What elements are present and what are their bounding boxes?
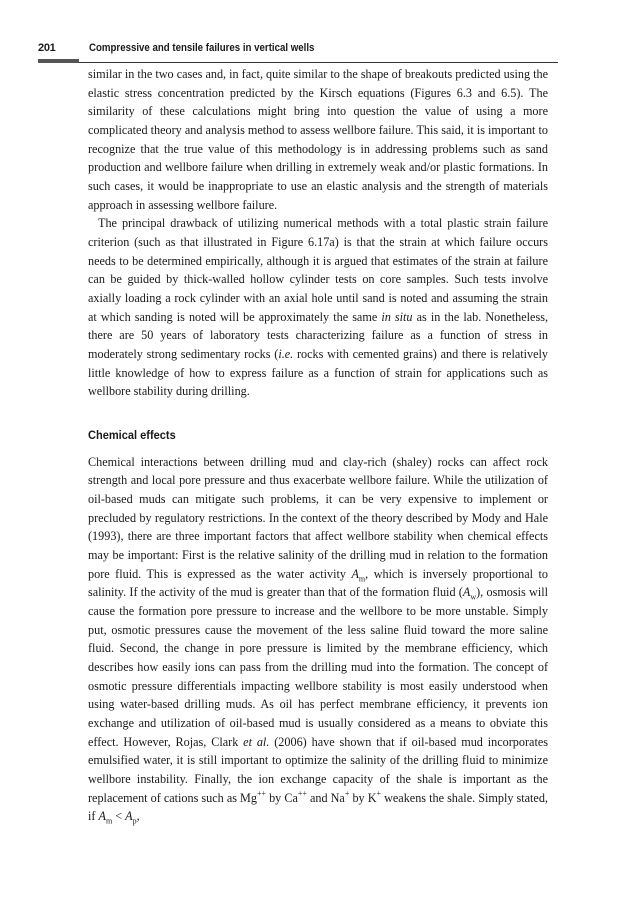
p3-text-3: ), osmosis will cause the formation pore pressure to increase and the wellbore to be more unstable. Simply put, osmotic pressures cause the movement of the less saline fluid toward the more saline fluid. Second, the change in pore pressure is limited by the membrane efficiency, which describes how easily ions can pass from the drilling mud into the formation. The concept of osmotic pressure differentials impacting wellbore stability is most easily understood when using water-based drilling muds. As oil has perfect membrane efficiency, it prevents ion exchange and utilization of oil-based mud is usually considered as a means to obviate this effect. However, Rojas, Clark — [88, 585, 548, 749]
symbol-am-sub: m — [358, 574, 366, 584]
p2-text-1: The principal drawback of utilizing numerical methods with a total plastic strain failure criterion (such as that illustrated in Figure 6.17a) is that the strain at which failure occurs needs to be determined empirically, although it is argued that estimates of the strain at failure can be guided by thick-walled hollow cylinder tests on core samples. Such tests involve axially loading a rock cylinder with an axial hole until sand is noted and assuming the strain at which sanding is noted will be approximately the same — [88, 216, 548, 324]
mg-charge: ++ — [256, 788, 267, 798]
p3-text-5: by Ca — [266, 790, 298, 805]
less-than: < — [112, 809, 126, 824]
p3-text-8: weakens the shale. Simply stated, if — [88, 790, 548, 824]
body-text — [88, 65, 548, 826]
section-heading: Chemical effects — [88, 427, 176, 442]
running-title: Compressive and tensile failures in vertical wells — [89, 42, 315, 54]
page-number: 201 — [38, 42, 56, 54]
symbol-am: A — [351, 566, 359, 581]
na-charge: + — [344, 788, 350, 798]
symbol-am-2: A — [98, 809, 106, 824]
p3-text-4: (2006) have shown that if oil-based mud incorporates emulsified water, it is still important to optimize the salinity of the drilling fluid to minimize wellbore instability. Finally, the ion exchange capacity of the shale is important as the replacement of cations such as Mg — [88, 734, 548, 805]
symbol-aw: A — [462, 585, 471, 600]
p3-text-2: , which is inversely proportional to salinity. If the activity of the mud is greater than that of the formation fluid ( — [88, 566, 548, 600]
paragraph-2 — [88, 214, 548, 401]
p3-text-1: Chemical interactions between drilling mud and clay-rich (shaley) rocks can affect rock strength and local pore pressure and thus exacerbate wellbore failure. While the utilization of oil-based muds can mitigate such problems, it can be very expensive to implement or precluded by regulatory restrictions. In the context of the theory described by Mody and Hale (1993), there are three important factors that affect wellbore stability when chemical effects may be important: First is the relative salinity of the drilling mud in relation to the formation pore fluid. This is expressed as the water activity — [88, 454, 548, 581]
p3-text-9: , — [136, 809, 140, 824]
symbol-aw-sub: w — [470, 592, 477, 602]
k-charge: + — [376, 788, 382, 798]
p2-text-3: rocks with cemented grains) and there is relatively little knowledge of how to express failure as a function of strain for applications such as wellbore stability during drilling. — [88, 346, 548, 399]
symbol-am-2-sub: m — [105, 816, 113, 826]
p3-text-6: and Na — [306, 790, 345, 805]
header-rule-thin — [79, 62, 558, 63]
paragraph-3 — [88, 453, 548, 826]
symbol-ap: A — [125, 809, 133, 824]
p2-italic-in-situ: in situ — [381, 309, 413, 324]
symbol-ap-sub: p — [132, 816, 137, 826]
p3-text-7: by K — [349, 790, 377, 805]
p2-text-2: as in the lab. Nonetheless, there are 50 years of laboratory tests characterizing failure as a function of stress in moderately strong sedimentary rocks ( — [88, 309, 548, 361]
p2-italic-ie: i.e. — [278, 346, 294, 361]
p3-italic-et-al: et al. — [243, 734, 270, 749]
header-rule-thick — [38, 59, 79, 63]
paragraph-1: similar in the two cases and, in fact, quite similar to the shape of breakouts predicted using the elastic stress concentration predicted by the Kirsch equations (Figures 6.3 and 6.5). The similarity of these calculations might bring into question the value of using a more complicated theory and analysis method to assess wellbore failure. This said, it is important to recognize that the true value of this methodology is in addressing problems such as sand production and wellbore failure when drilling in extremely weak and/or plastic formations. In such cases, it would be inappropriate to use an elastic analysis and the strength of materials approach in assessing wellbore failure. — [88, 67, 548, 212]
running-header — [38, 42, 558, 56]
ca-charge: ++ — [297, 788, 307, 798]
